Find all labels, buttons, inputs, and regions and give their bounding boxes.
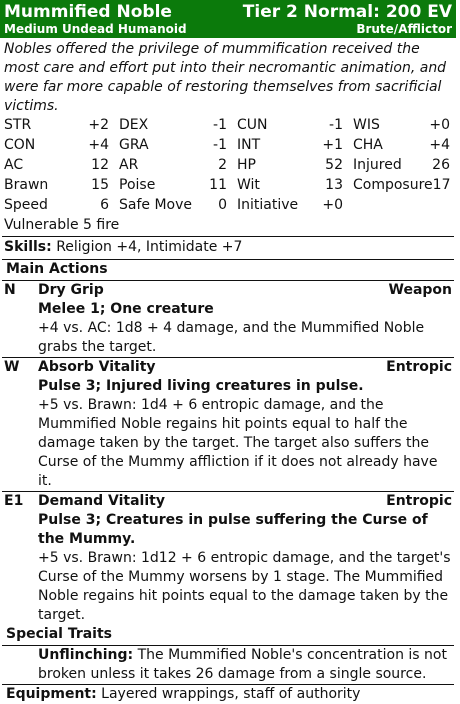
stat-cell [237, 176, 353, 196]
stat-cell [119, 176, 237, 196]
trait-text: The Mummified Noble's concentration is not broken unless it takes 26 damage from a single source. [38, 647, 447, 682]
stat-value: +2 [88, 117, 109, 133]
stat-value: +0 [322, 197, 343, 213]
stat-value: +0 [429, 117, 450, 133]
stat-cell [119, 156, 237, 176]
action-title-row [4, 492, 452, 511]
action-entry [0, 358, 456, 491]
stat-value: +4 [88, 137, 109, 153]
creature-tier: Tier 2 Normal: 200 EV [242, 2, 452, 22]
stat-label: Brawn [4, 177, 49, 193]
main-actions-list [0, 281, 456, 625]
main-actions-heading: Main Actions [2, 260, 454, 281]
stat-cell [237, 136, 353, 156]
action-target: Pulse 3; Creatures in pulse suffering the Curse of the Mummy. [38, 512, 428, 547]
stat-value: -1 [329, 117, 343, 133]
stat-value: 2 [218, 157, 227, 173]
stat-label: Initiative [237, 197, 299, 213]
stat-label: Wit [237, 177, 260, 193]
stat-value: -1 [213, 117, 227, 133]
stat-label: WIS [353, 117, 380, 133]
stat-value: +4 [429, 137, 450, 153]
stat-cell [4, 136, 119, 156]
action-key: E1 [4, 493, 24, 509]
stat-cell [237, 116, 353, 136]
action-description: +5 vs. Brawn: 1d4 + 6 entropic damage, and the Mummified Noble regains hit points equal to half the damage taken by the target. The target also suffers the Curse of the Mummy affliction if it does not already have it. [38, 397, 438, 489]
stat-cell [353, 196, 460, 216]
creature-role: Brute/Afflictor [356, 22, 452, 36]
stat-cell [237, 196, 353, 216]
skills-label: Skills: [4, 239, 52, 255]
trait-unflinching [0, 646, 456, 684]
action-key: N [4, 282, 16, 298]
stat-label: STR [4, 117, 32, 133]
equipment-line [2, 684, 454, 704]
stat-value: 0 [218, 197, 227, 213]
action-name: Absorb Vitality [38, 359, 156, 375]
creature-type: Medium Undead Humanoid [4, 22, 187, 36]
action-target: Melee 1; One creature [38, 301, 214, 317]
skills-line [0, 237, 456, 259]
stat-cell [353, 176, 460, 196]
stat-value: 52 [325, 157, 343, 173]
vulnerability-line: Vulnerable 5 fire [4, 217, 120, 233]
action-description: +4 vs. AC: 1d8 + 4 damage, and the Mummified Noble grabs the target. [38, 320, 425, 355]
stat-label: DEX [119, 117, 149, 133]
stat-value: 26 [432, 157, 450, 173]
stat-label: CON [4, 137, 36, 153]
action-name: Dry Grip [38, 282, 104, 298]
stat-value: +1 [322, 137, 343, 153]
stat-value: 13 [325, 177, 343, 193]
stat-value: 12 [91, 157, 109, 173]
trait-name: Unflinching: [38, 647, 134, 663]
stat-cell [119, 136, 237, 156]
action-title-row [4, 281, 452, 300]
stats-grid [0, 116, 456, 216]
action-entry [0, 281, 456, 357]
stat-value: 6 [100, 197, 109, 213]
stat-label: CHA [353, 137, 383, 153]
flavor-text: Nobles offered the privilege of mummification received the most care and effort put into their necromantic animation, and were far more capable of restoring themselves from sacrificial victims. [4, 41, 447, 114]
action-target: Pulse 3; Injured living creatures in pulse. [38, 378, 364, 394]
stat-label: Safe Move [119, 197, 193, 213]
stat-label: Injured [353, 157, 402, 173]
stat-cell [4, 176, 119, 196]
stat-cell [237, 156, 353, 176]
stat-value: 15 [91, 177, 109, 193]
stat-cell [353, 116, 460, 136]
stat-cell [353, 156, 460, 176]
equipment-label: Equipment: [6, 686, 97, 702]
stat-cell [4, 156, 119, 176]
special-traits-heading: Special Traits [2, 625, 454, 646]
action-name: Demand Vitality [38, 493, 165, 509]
stat-label: CUN [237, 117, 268, 133]
stat-value: 17 [432, 177, 451, 193]
stat-label: Speed [4, 197, 48, 213]
action-description: +5 vs. Brawn: 1d12 + 6 entropic damage, and the target's Curse of the Mummy worsens by 1 stage. The Mummified Noble regains hit points equal to the damage taken by the target. [38, 550, 451, 623]
stat-label: GRA [119, 137, 149, 153]
action-entry [0, 492, 456, 625]
stat-cell [4, 116, 119, 136]
action-title-row [4, 358, 452, 377]
stat-label: INT [237, 137, 261, 153]
stat-cell [119, 196, 237, 216]
stat-cell [353, 136, 460, 156]
skills-text: Religion +4, Intimidate +7 [56, 239, 243, 255]
stat-value: 11 [209, 177, 227, 193]
action-type: Entropic [386, 493, 452, 509]
creature-name: Mummified Noble [4, 2, 172, 22]
stat-label: HP [237, 157, 256, 173]
action-type: Weapon [388, 282, 452, 298]
stat-label: AR [119, 157, 139, 173]
stat-block-header [0, 0, 456, 38]
stat-label: AC [4, 157, 24, 173]
stat-cell [119, 116, 237, 136]
action-key: W [4, 359, 20, 375]
equipment-text: Layered wrappings, staff of authority [101, 686, 361, 702]
stat-label: Poise [119, 177, 156, 193]
stat-value: -1 [213, 137, 227, 153]
stat-cell [4, 196, 119, 216]
action-type: Entropic [386, 359, 452, 375]
stat-label: Composure [353, 177, 433, 193]
